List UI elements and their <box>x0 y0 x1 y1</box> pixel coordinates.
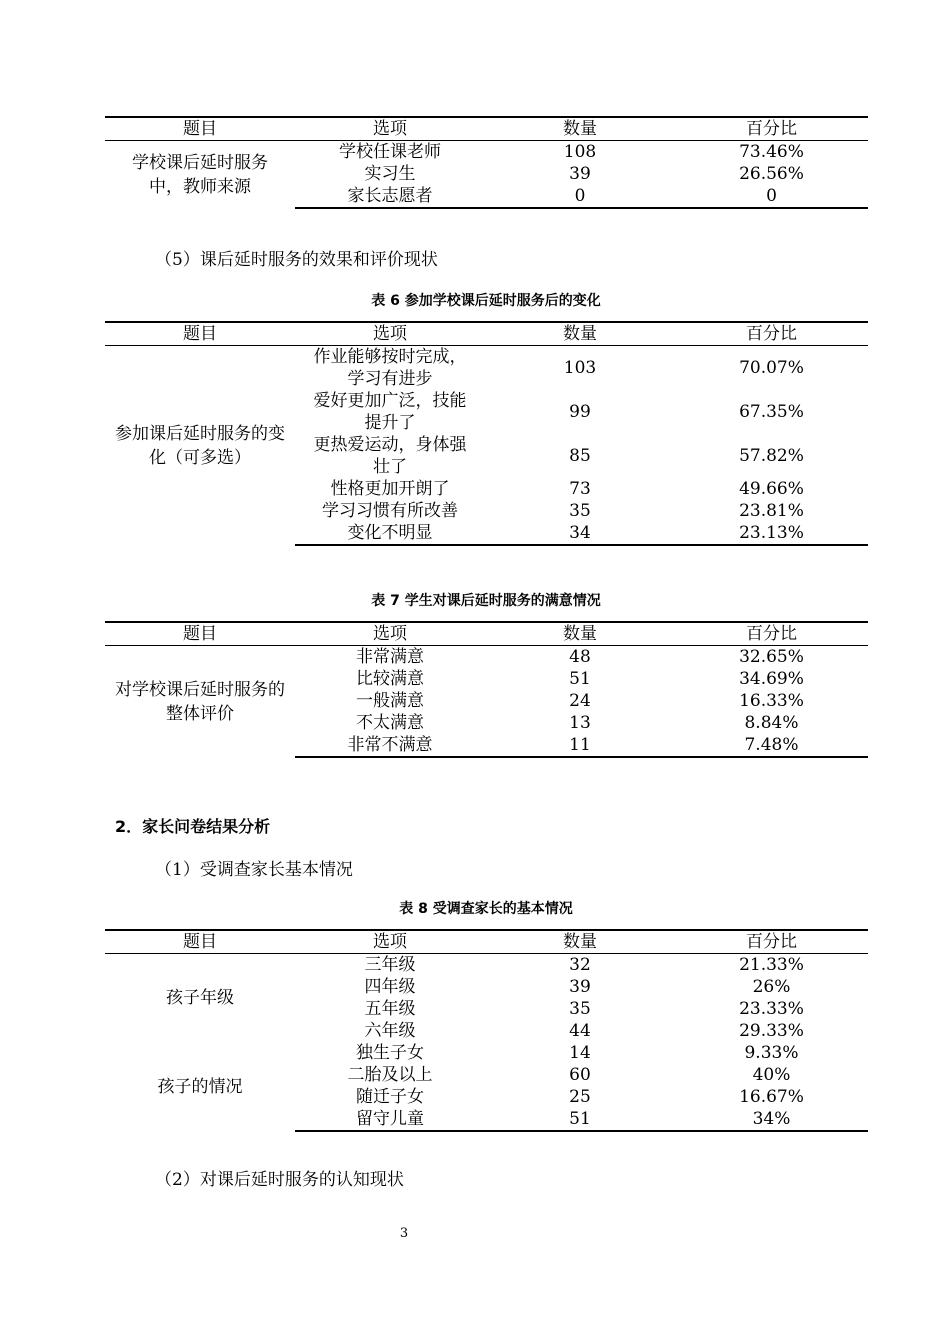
option-cell: 变化不明显 <box>295 522 485 545</box>
header-option: 选项 <box>295 930 485 954</box>
count-cell: 32 <box>569 955 591 975</box>
header-option: 选项 <box>295 117 485 141</box>
option-cell: 三年级 <box>364 955 416 975</box>
table-header-row <box>105 930 868 954</box>
option-cell <box>295 434 485 478</box>
topic-cell: 参加课后延时服务的变化（可多选） <box>115 423 285 468</box>
table8-caption: 表 8 受调查家长的基本情况 <box>399 901 573 917</box>
percent-cell: 0 <box>675 185 868 208</box>
option-text: 作业能够按时完成，学习有进步 <box>313 347 467 389</box>
header-topic: 题目 <box>105 930 295 954</box>
count-cell: 39 <box>569 164 591 184</box>
option-cell: 六年级 <box>364 1021 416 1041</box>
count-cell: 0 <box>485 185 675 208</box>
table-row <box>105 346 868 391</box>
percent-cell: 23.81% <box>739 501 804 521</box>
option-cell: 随迁子女 <box>356 1087 424 1107</box>
percent-cell: 23.13% <box>675 522 868 545</box>
percent-cell: 26.56% <box>739 164 804 184</box>
count-cell: 25 <box>569 1087 591 1107</box>
paragraph-awareness-heading: （2）对课后延时服务的认知现状 <box>155 1170 404 1190</box>
option-cell: 性格更加开朗了 <box>330 479 450 499</box>
page-number: 3 <box>399 1226 409 1241</box>
percent-cell: 7.48% <box>675 734 868 757</box>
count-cell: 11 <box>485 734 675 757</box>
count-cell: 44 <box>569 1021 591 1041</box>
option-text: 更热爱运动，身体强壮了 <box>313 435 467 477</box>
option-cell <box>295 346 485 391</box>
count-cell: 14 <box>569 1043 591 1063</box>
table7-caption: 表 7 学生对课后延时服务的满意情况 <box>371 593 601 609</box>
count-cell: 48 <box>569 647 591 667</box>
count-cell: 51 <box>569 669 591 689</box>
percent-cell: 49.66% <box>739 479 804 499</box>
header-topic: 题目 <box>105 622 295 646</box>
percent-cell: 9.33% <box>744 1043 799 1063</box>
header-count: 数量 <box>485 322 675 346</box>
table-header-row <box>105 322 868 346</box>
changes-table <box>105 321 868 546</box>
option-cell: 四年级 <box>364 977 416 997</box>
parent-basic-table <box>105 929 868 1132</box>
count-cell: 35 <box>569 501 591 521</box>
percent-cell: 8.84% <box>744 713 799 733</box>
topic-cell: 孩子年级 <box>166 988 234 1008</box>
header-percent: 百分比 <box>675 622 868 646</box>
option-cell: 非常不满意 <box>295 734 485 757</box>
option-cell: 比较满意 <box>356 669 424 689</box>
percent-cell: 16.67% <box>739 1087 804 1107</box>
option-cell: 二胎及以上 <box>347 1065 433 1085</box>
percent-cell: 26% <box>752 977 791 997</box>
option-cell <box>295 390 485 434</box>
header-percent: 百分比 <box>675 117 868 141</box>
table-row <box>105 1042 868 1064</box>
count-cell: 103 <box>563 358 597 378</box>
topic-cell: 学校课后延时服务中，教师来源 <box>132 152 268 197</box>
percent-cell: 40% <box>752 1065 791 1085</box>
header-count: 数量 <box>485 622 675 646</box>
percent-cell: 29.33% <box>739 1021 804 1041</box>
option-cell: 学校任课老师 <box>339 142 441 162</box>
count-cell: 13 <box>569 713 591 733</box>
table-row <box>105 646 868 669</box>
table-row <box>105 954 868 977</box>
header-count: 数量 <box>485 117 675 141</box>
percent-cell: 67.35% <box>739 402 804 422</box>
count-cell: 99 <box>569 402 591 422</box>
count-cell: 108 <box>563 142 597 162</box>
option-cell: 一般满意 <box>356 691 424 711</box>
option-cell: 实习生 <box>364 164 416 184</box>
option-cell: 留守儿童 <box>295 1108 485 1131</box>
table-header-row <box>105 622 868 646</box>
header-option: 选项 <box>295 622 485 646</box>
count-cell: 73 <box>569 479 591 499</box>
paragraph-effects-heading: （5）课后延时服务的效果和评价现状 <box>155 250 438 270</box>
header-topic: 题目 <box>105 117 295 141</box>
option-cell: 独生子女 <box>356 1043 424 1063</box>
percent-cell: 23.33% <box>739 999 804 1019</box>
option-cell: 非常满意 <box>356 647 424 667</box>
table-header-row <box>105 117 868 141</box>
table6-caption: 表 6 参加学校课后延时服务后的变化 <box>371 293 601 309</box>
satisfaction-table <box>105 621 868 758</box>
percent-cell: 57.82% <box>739 446 804 466</box>
percent-cell: 21.33% <box>739 955 804 975</box>
option-cell: 不太满意 <box>356 713 424 733</box>
count-cell: 51 <box>485 1108 675 1131</box>
percent-cell: 70.07% <box>739 358 804 378</box>
teacher-source-table <box>105 116 868 209</box>
header-percent: 百分比 <box>675 322 868 346</box>
percent-cell: 16.33% <box>739 691 804 711</box>
percent-cell: 73.46% <box>739 142 804 162</box>
table-row <box>105 141 868 164</box>
percent-cell: 34% <box>675 1108 868 1131</box>
section-heading: 2．家长问卷结果分析 <box>115 817 271 836</box>
percent-cell: 34.69% <box>739 669 804 689</box>
paragraph-parent-basic: （1）受调查家长基本情况 <box>155 860 353 880</box>
count-cell: 60 <box>569 1065 591 1085</box>
count-cell: 34 <box>485 522 675 545</box>
count-cell: 24 <box>569 691 591 711</box>
option-text: 爱好更加广泛，技能提升了 <box>313 391 467 433</box>
option-cell: 家长志愿者 <box>295 185 485 208</box>
topic-cell: 对学校课后延时服务的整体评价 <box>115 679 285 724</box>
header-count: 数量 <box>485 930 675 954</box>
count-cell: 35 <box>569 999 591 1019</box>
option-cell: 学习习惯有所改善 <box>322 501 458 521</box>
percent-cell: 32.65% <box>739 647 804 667</box>
header-option: 选项 <box>295 322 485 346</box>
count-cell: 85 <box>569 446 591 466</box>
topic-cell: 孩子的情况 <box>157 1076 243 1097</box>
option-cell: 五年级 <box>364 999 416 1019</box>
header-topic: 题目 <box>105 322 295 346</box>
header-percent: 百分比 <box>675 930 868 954</box>
count-cell: 39 <box>569 977 591 997</box>
